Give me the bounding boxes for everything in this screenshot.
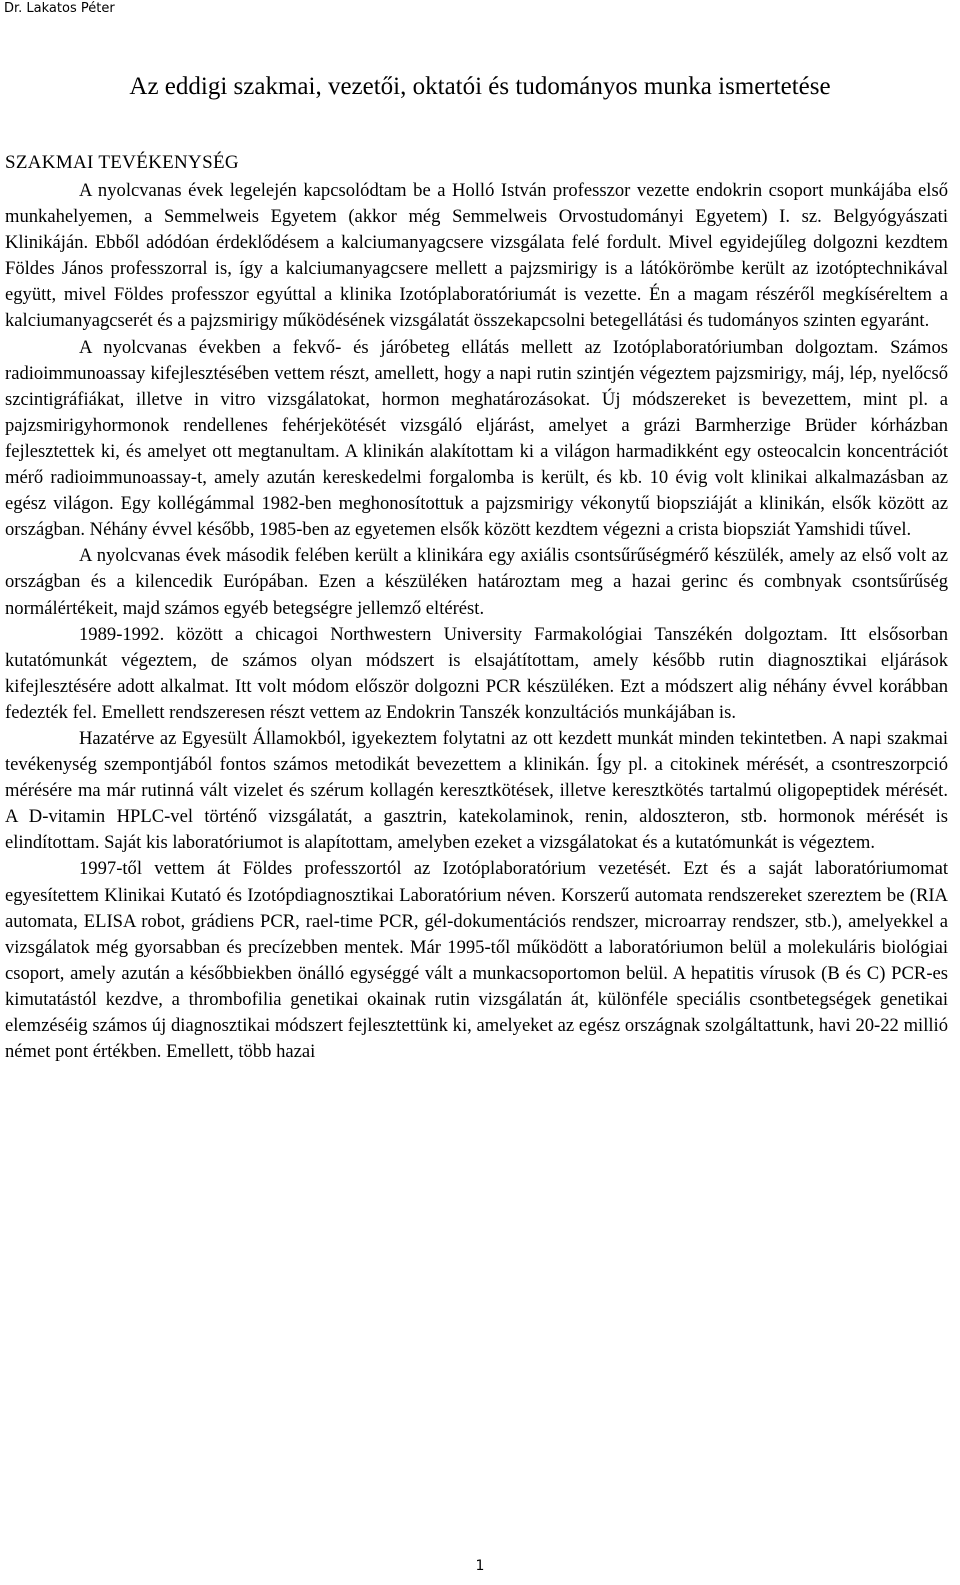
paragraph: 1989-1992. között a chicagoi Northwestern University Farmakológiai Tanszékén dolgoztam. Itt elsősorban kutatómunkát végeztem, de számos olyan módszert is elsajátítottam, amely később rutin diagnosztikai eljárások kifejlesztésére adott alkalmat. Itt volt módom először dolgozni PCR készüléken. Ezt a módszert alig néhány évvel korábban fedezték fel. Emellett rendszeresen részt vettem az Endokrin Tanszék konzultációs munkájában is. xyxy=(5,623,948,723)
running-header-author: Dr. Lakatos Péter xyxy=(4,1,115,16)
document-body xyxy=(5,178,948,1065)
page-number: 1 xyxy=(475,1558,485,1574)
paragraph: A nyolcvanas években a fekvő- és járóbeteg ellátás mellett az Izotóplaboratóriumban dolgoztam. Számos radioimmunoassay kifejlesztésében vettem részt, amellett, hogy a napi rutin szintjén végeztem pajzsmirigy, máj, lép, nyelőcső szcintigráfiákat, illetve in vitro vizsgálatokat, hormon meghatározásokat. Új módszereket is bevezettem, mint pl. a pajzsmirigyhormonok rendellenes fehérjekötését vizsgáló eljárást, amelyet a grázi Barmherzige Brüder kórházban fejlesztettek ki, és amelyet ott megtanultam. A klinikán alakítottam ki a világon harmadikként egy osteocalcin koncentrációt mérő radioimmunoassay-t, amely azután kereskedelmi forgalomba is került, és kb. 10 évig volt klinikai alkalmazásban az egész világon. Egy kollégámmal 1982-ben meghonosítottuk a pajzsmirigy vékonytű biopsziáját a klinikán, elsők között az országban. Néhány évvel később, 1985-ben az egyetemen elsők között kezdtem végezni a crista biopsziát Yamshidi tűvel. xyxy=(5,336,948,541)
paragraph: Hazatérve az Egyesült Államokból, igyekeztem folytatni az ott kezdett munkát minden tekintetben. A napi szakmai tevékenység szempontjából fontos számos metodikát bevezettem a klinikán. Így pl. a citokinek mérését, a csontreszorpció mérésére ma már rutinná vált vizelet és szérum kollagén keresztkötések, illetve keresztkötés tartalmú oligopeptidek mérését. A D-vitamin HPLC-vel történő vizsgálatát, a gasztrin, katekolaminok, renin, aldoszteron, stb. hormonok mérését is elindítottam. Saját kis laboratóriumot is alapítottam, amelyben ezeket a vizsgálatokat és a kutatómunkát is végeztem. xyxy=(5,727,948,854)
paragraph: A nyolcvanas évek második felében került a klinikára egy axiális csontsűrűségmérő készülék, amely az első volt az országban és a kilencedik Európában. Ezen a készüléken határoztam meg a hazai gerinc és combnyak csontsűrűség normálértékeit, majd számos egyéb betegségre jellemző eltérést. xyxy=(5,545,948,619)
document-title: Az eddigi szakmai, vezetői, oktatói és tudományos munka ismertetése xyxy=(129,73,831,100)
section-heading: SZAKMAI TEVÉKENYSÉG xyxy=(5,152,239,173)
paragraph: 1997-től vettem át Földes professzortól az Izotóplaboratórium vezetését. Ezt és a saját laboratóriumomat egyesítettem Klinikai Kutató és Izotópdiagnosztikai Laboratórium néven. Korszerű automata rendszereket szereztem be (RIA automata, ELISA robot, grádiens PCR, rael-time PCR, gél-dokumentációs rendszer, microarray rendszer, stb.), amelyekkel a vizsgálatok még gyorsabban és precízebben mentek. Már 1995-től működött a laboratóriumon belül a molekuláris biológiai csoport, amely azután a későbbiekben önálló egységgé vált a munkacsoportomon belül. A hepatitis vírusok (B és C) PCR-es kimutatástól kezdve, a thrombofilia genetikai okainak rutin vizsgálatán át, különféle speciális csontbetegségek genetikai elemzéséig számos új diagnosztikai módszert fejlesztettünk ki, amelyeket az egész országnak szolgáltattunk, havi 20-22 millió német pont értékben. Emellett, több hazai xyxy=(5,858,948,1063)
paragraph: A nyolcvanas évek legelején kapcsolódtam be a Holló István professzor vezette endokrin csoport munkájába első munkahelyemen, a Semmelweis Egyetem (akkor még Semmelweis Orvostudományi Egyetem) I. sz. Belgyógyászati Klinikáján. Ebből adódóan érdeklődésem a kalciumanyagcsere vizsgálata felé fordult. Mivel egyidejűleg dolgozni kezdtem Földes János professzorral is, így a kalciumanyagcsere mellett a pajzsmirigy is a látókörömbe került az izotóptechnikával együtt, mivel Földes professzor egyúttal a klinika Izotóplaboratóriumát is vezette. Én a magam részéről megkíséreltem a kalciumanyagcserét és a pajzsmirigy működésének vizsgálatát összekapcsolni betegellátási és tudományos szinten egyaránt. xyxy=(5,180,948,332)
